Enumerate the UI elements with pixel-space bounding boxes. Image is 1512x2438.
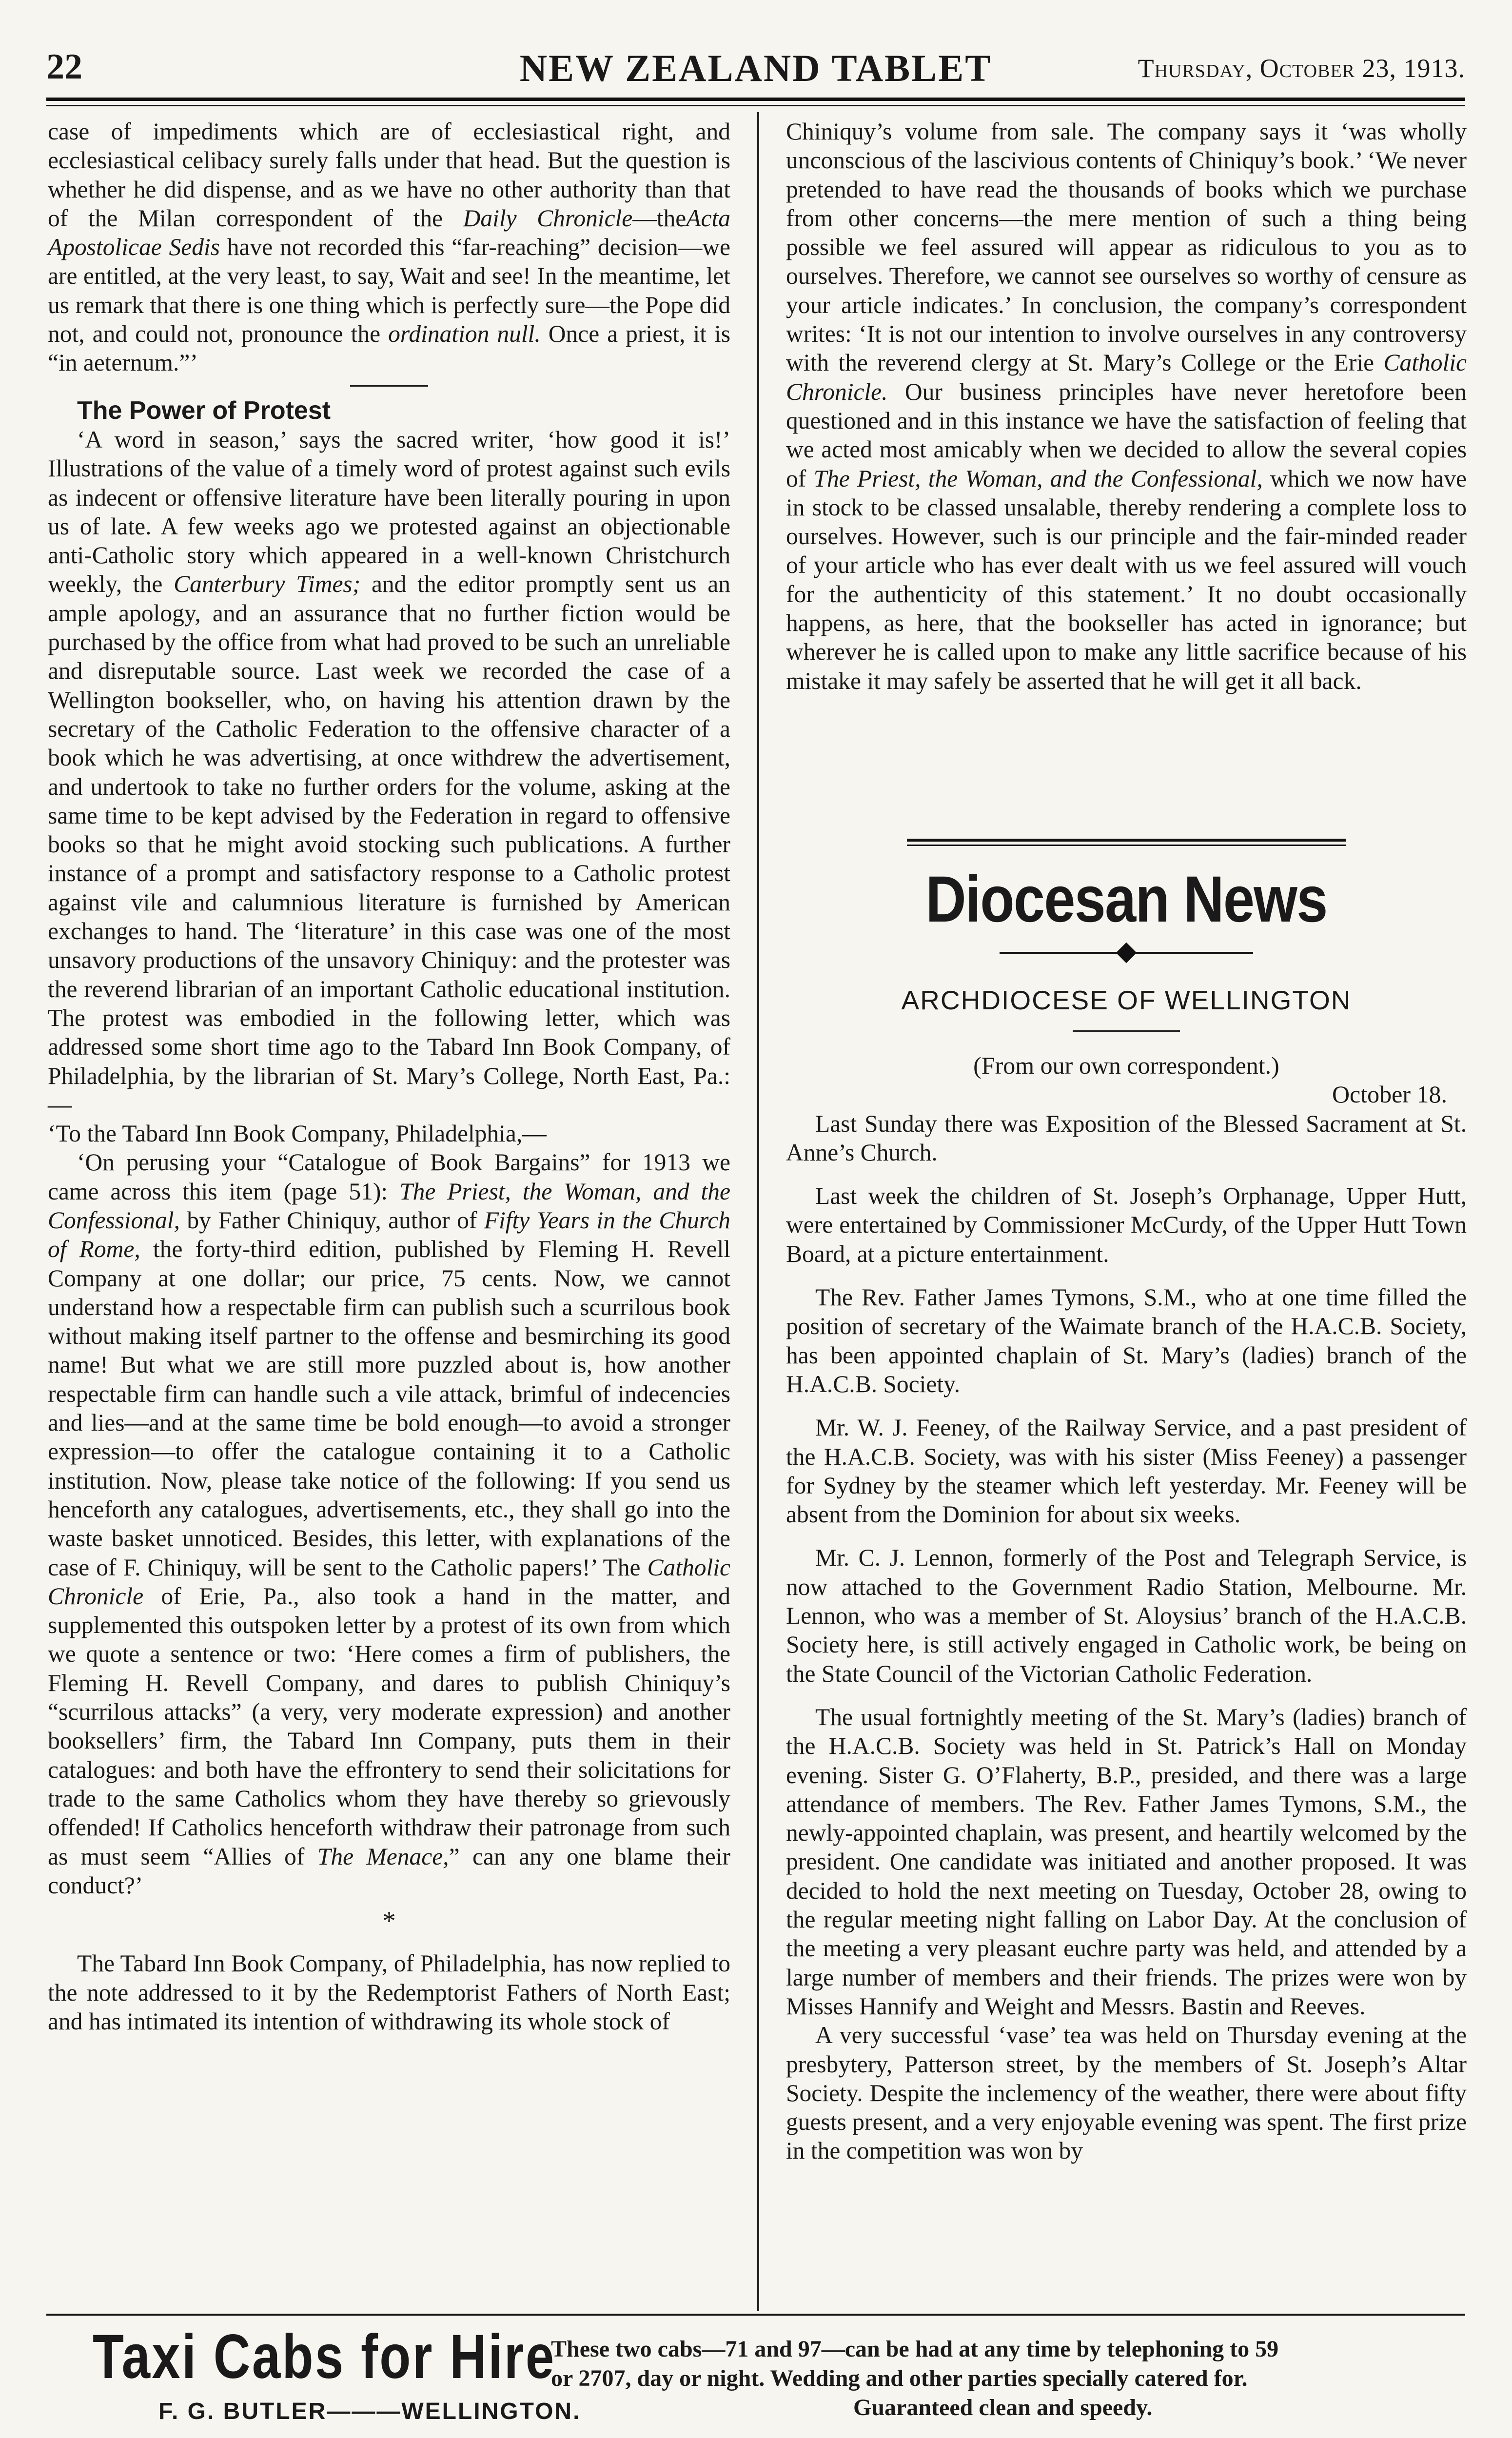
publication-title: NEW ZEALAND TABLET [519, 47, 992, 89]
advert-line: These two cabs—71 and 97—can be had at any time by telephoning to 59 [551, 2336, 1279, 2362]
article-paragraph: ‘A word in season,’ says the sacred writer, ‘how good it is!’ Illustrations of the value of a timely word of protest against such evils as indecent or offensive literature have been literally pouring in upon us of late. A few weeks ago we protested against an objectionable anti-Catholic story which appeared in a well-known Christchurch weekly, the Canterbury Times; and the editor promptly sent us an ample apology, and an assurance that no further fiction would be purchased by the office from what had proved to be such an unreliable and disreputable source. Last week we recorded the case of a Wellington bookseller, who, on having his attention drawn by the secretary of the Catholic Federation to the offensive character of a book which he was advertising, at once withdrew the advertisement, and undertook to take no further orders for the volume, asking at the same time to be kept advised by the Federation in regard to offensive books so that he might avoid stocking such publications. A further instance of a prompt and satisfactory response to a Catholic protest against vile and calumnious literature is furnished by American exchanges to hand. The ‘literature’ in this case was one of the most unsavory productions of the unsavory Chiniquy: and the protester was the reverend librarian of an important Catholic educational institution. The protest was embodied in the following letter, which was addressed some short time ago to the Tabard Inn Book Company, of Philadelphia, by the librarian of St. Mary’s College, North East, Pa.:— [48, 426, 730, 1118]
section-heading: The Power of Protest [77, 396, 331, 425]
masthead [46, 46, 1465, 95]
archdiocese-heading: ARCHDIOCESE OF WELLINGTON [901, 985, 1352, 1015]
section-rule [907, 839, 1346, 846]
right-column [786, 117, 1467, 695]
article-paragraph: case of impediments which are of ecclesiastical right, and ecclesiastical celibacy surely falls under that head. But the question is whether he did dispense, and as we have no other authority than that of the Milan correspondent of the Daily Chronicle—theActa Apostolicae Sedis have not recorded this “far-reaching” decision—we are entitled, at the very least, to say, Wait and see! In the meantime, let us remark that there is one thing which is perfectly sure—the Pope did not, and could not, pronounce the ordination null. Once a priest, it is “in aeternum.”’ [48, 118, 731, 376]
heading-rule [1073, 1030, 1180, 1032]
article-paragraph: Chiniquy’s volume from sale. The company says it ‘was wholly unconscious of the lascivious contents of Chiniquy’s book.’ ‘We never pretended to have read the thousands of books which we purchase from other concerns—the mere mention of such a thing being possible we feel assured will appear as ridiculous to you as to ourselves. Therefore, we cannot see ourselves so worthy of censure as your article indicates.’ In conclusion, the company’s correspondent writes: ‘It is not our intention to involve ourselves in any controversy with the reverend clergy at St. Mary’s College or the Erie Catholic Chronicle. Our business principles have never heretofore been questioned and in this instance we have the satisfaction of feeling that we acted most amicably when we decided to allow the several copies of The Priest, the Woman, and the Confessional, which we now have in stock to be classed unsalable, thereby rendering a complete loss to ourselves. However, such is our principle and the fair-minded reader of your article who has ever dealt with us we feel assured will vouch for the authenticity of this statement.’ It no doubt occasionally happens, as here, that the bookseller has acted in ignorance; but wherever he is called upon to make any little sacrifice because of his mistake it may safely be asserted that he will get it all back. [786, 118, 1467, 694]
section-divider [350, 385, 428, 387]
news-item: Last Sunday there was Exposition of the Blessed Sacrament at St. Anne’s Church. [786, 1110, 1467, 1166]
letter-salutation: ‘To the Tabard Inn Book Company, Philadelphia,— [48, 1120, 547, 1147]
advert-owner: F. G. BUTLER———WELLINGTON. [158, 2399, 581, 2424]
news-item: A very successful ‘vase’ tea was held on Thursday evening at the presbytery, Patterson street, by the members of St. Joseph’s Altar Society. Despite the inclemency of the weather, there were about fifty guests present, and a very enjoyable evening was spent. The first prize in the competition was won by [786, 2022, 1467, 2164]
star-divider: * [382, 1906, 396, 1936]
masthead-rule [46, 98, 1465, 106]
news-item: The Rev. Father James Tymons, S.M., who at one time filled the position of secretary of the Waimate branch of the H.A.C.B. Society, has been appointed chaplain of St. Mary’s (ladies) branch of the H.A.C.B. Society. [786, 1284, 1467, 1397]
news-item: The usual fortnightly meeting of the St. Mary’s (ladies) branch of the H.A.C.B. Society was held in St. Patrick’s Hall on Monday evening. Sister G. O’Flaherty, B.P., presided, and there was a large attendance of members. The Rev. Father James Tymons, S.M., the newly-appointed chaplain, was present, and heartily welcomed by the president. One candidate was initiated and another proposed. It was decided to hold the next meeting on Tuesday, October 28, owing to the regular meeting night falling on Labor Day. At the conclusion of the meeting a very pleasant euchre party was held, and attended by a large number of members and their friends. The prizes were won by Misses Hannify and Weight and Messrs. Bastin and Reeves. [786, 1703, 1467, 2020]
advert-line: Guaranteed clean and speedy. [853, 2395, 1153, 2420]
article-paragraph: The Tabard Inn Book Company, of Philadelphia, has now replied to the note addressed to it by the Redemptorist Fathers of North East; and has intimated its intention of withdrawing its whole stock of [48, 1950, 730, 2035]
issue-date: Thursday, October 23, 1913. [1138, 54, 1465, 83]
news-item: Mr. W. J. Feeney, of the Railway Service, and a past president of the H.A.C.B. Society, was with his sister (Miss Feeney) a passenger for Sydney by the steamer which left yesterday. Mr. Feeney will be absent from the Dominion for about six weeks. [786, 1414, 1467, 1528]
left-column [48, 117, 730, 2036]
taxi-advert [46, 2321, 1465, 2438]
section-title: Diocesan News [925, 863, 1327, 936]
news-item: Mr. C. J. Lennon, formerly of the Post and Telegraph Service, is now attached to the Government Radio Station, Melbourne. Mr. Lennon, who was a member of St. Aloysius’ branch of the H.A.C.B. Society here, is still actively engaged in Catholic work, be being on the State Council of the Victorian Catholic Federation. [786, 1544, 1467, 1687]
dateline: October 18. [1332, 1081, 1447, 1108]
page-number: 22 [46, 47, 82, 87]
letter-body: ‘On perusing your “Catalogue of Book Bargains” for 1913 we came across this item (page 51): The Priest, the Woman, and the Confessional, by Father Chiniquy, author of Fifty Years in the Church of Rome, the forty-third edition, published by Fleming H. Revell Company at one dollar; our price, 75 cents. Now, we cannot understand how a respectable firm can publish such a scurrilous book without making itself partner to the offense and besmirching its good name! But what we are still more puzzled about is, how another respectable firm can handle such a vile attack, brimful of indecencies and lies—and at the same time be bold enough—to avoid a stronger expression—to offer the catalogue containing it to a Catholic institution. Now, please take notice of the following: If you send us henceforth any catalogues, advertisements, etc., they shall go into the waste basket unnoticed. Besides, this letter, with explanations of the case of F. Chiniquy, will be sent to the Catholic papers!’ The Catholic Chronicle of Erie, Pa., also took a hand in the matter, and supplemented this outspoken letter by a protest of its own from which we quote a sentence or two: ‘Here comes a firm of publishers, the Fleming H. Revell Company, and dares to publish Chiniquy’s “scurrilous attacks” (a very, very moderate expression) and another booksellers’ firm, the Tabard Inn Company, puts them in their catalogues: and both have the effrontery to send their solicitations for trade to the same Catholics whom they have thereby so grievously offended! If Catholics henceforth withdraw their patronage from such as must seem “Allies of The Menace,” can any one blame their conduct?’ [48, 1149, 731, 1899]
ornament-divider [1000, 945, 1253, 960]
news-item: Last week the children of St. Joseph’s Orphanage, Upper Hutt, were entertained by Commissioner McCurdy, of the Upper Hutt Town Board, at a picture entertainment. [786, 1182, 1467, 1267]
advert-details [551, 2335, 1497, 2422]
advert-line: or 2707, day or night. Wedding and other parties specially catered for. [551, 2365, 1248, 2391]
correspondent-line: (From our own correspondent.) [973, 1052, 1279, 1079]
advert-headline: Taxi Cabs for Hire [93, 2322, 556, 2392]
column-divider [757, 112, 759, 2311]
advert-rule [46, 2314, 1465, 2316]
news-body [786, 1051, 1467, 2165]
diocesan-news-section [786, 839, 1467, 2165]
